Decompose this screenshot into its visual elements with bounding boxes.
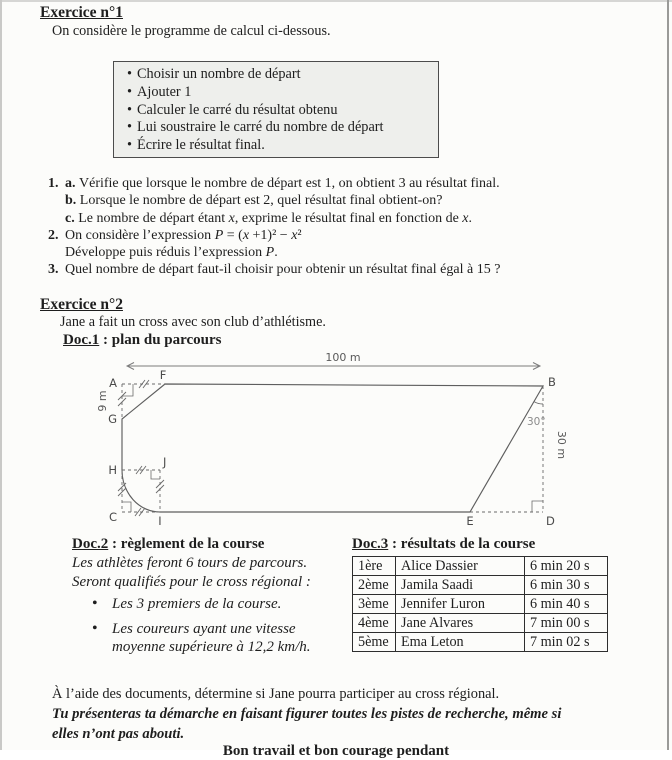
program-step-text: Lui soustraire le carré du nombre de départ bbox=[137, 119, 384, 136]
question-row bbox=[48, 227, 658, 244]
doc3-heading-rest: : résultats de la course bbox=[388, 536, 536, 552]
doc2-heading bbox=[72, 536, 264, 553]
task-emphasis-line2: elles n’ont pas abouti. bbox=[52, 726, 185, 742]
doc2-rule-line: Seront qualifiés pour le cross régional : bbox=[72, 573, 311, 590]
right-angle-mark-j bbox=[151, 470, 160, 479]
program-step-text: Choisir un nombre de départ bbox=[137, 66, 301, 82]
course-outline bbox=[122, 384, 543, 512]
question-text: c. Le nombre de départ étant x, exprime le résultat final en fonction de x. bbox=[65, 210, 473, 226]
exercise1-intro: On considère le programme de calcul ci-dessous. bbox=[52, 23, 331, 39]
dimension-label-30m: 30 m bbox=[555, 430, 568, 460]
question-row bbox=[48, 244, 658, 261]
bullet-icon: • bbox=[92, 619, 98, 637]
cell-time: 7 min 00 s bbox=[525, 614, 608, 633]
angle-label-30deg: 30° bbox=[527, 416, 546, 428]
exercise1-title: Exercice n°1 bbox=[40, 4, 123, 21]
doc1-label: Doc.1 bbox=[63, 332, 100, 348]
right-angle-mark-c bbox=[122, 502, 131, 512]
question-text: a. Vérifie que lorsque le nombre de départ est 1, on obtient 3 au résultat final. bbox=[65, 176, 500, 191]
cell-time: 7 min 02 s bbox=[525, 633, 608, 652]
question-row bbox=[48, 192, 658, 209]
question-row bbox=[48, 261, 658, 278]
doc2-label: Doc.2 bbox=[72, 536, 109, 552]
cell-rank: 4ème bbox=[353, 614, 396, 633]
cell-runner-name: Jennifer Luron bbox=[396, 595, 525, 614]
question-row bbox=[48, 175, 658, 192]
table-row bbox=[353, 576, 608, 595]
doc2-rule-lines bbox=[72, 554, 372, 592]
point-label-f: F bbox=[159, 368, 167, 382]
task-emphasis-line1: Tu présenteras ta démarche en faisant figurer toutes les pistes de recherche, même si bbox=[52, 706, 562, 722]
bullet-icon: • bbox=[127, 119, 133, 136]
scan-edge-left bbox=[0, 0, 2, 750]
question-text: Développe puis réduis l’expression P. bbox=[65, 245, 278, 261]
doc2-heading-rest: : règlement de la course bbox=[108, 536, 265, 552]
questions-list bbox=[48, 175, 658, 279]
program-step-text: Calculer le carré du résultat obtenu bbox=[137, 101, 338, 118]
point-label-e: E bbox=[466, 514, 474, 528]
question-text: b. Lorsque le nombre de départ est 2, quel résultat final obtient-on? bbox=[65, 193, 443, 209]
cell-time: 6 min 40 s bbox=[525, 595, 608, 614]
cell-runner-name: Jane Alvares bbox=[396, 614, 525, 633]
point-label-b: B bbox=[548, 375, 556, 389]
question-number: 3. bbox=[48, 262, 59, 278]
program-steps-list bbox=[127, 66, 430, 155]
table-row bbox=[353, 633, 608, 652]
doc2-bullet-item bbox=[92, 595, 342, 614]
bullet-icon: • bbox=[127, 137, 133, 154]
doc2-bullet-item bbox=[92, 620, 342, 657]
program-step bbox=[127, 84, 430, 102]
cell-runner-name: Ema Leton bbox=[396, 633, 525, 652]
point-label-c: C bbox=[108, 510, 117, 524]
point-label-j: J bbox=[163, 455, 167, 469]
task-instruction: À l’aide des documents, détermine si Jane pourra participer au cross régional. bbox=[52, 686, 500, 702]
point-label-a: A bbox=[109, 376, 117, 390]
doc3-label: Doc.3 bbox=[352, 536, 389, 552]
table-row bbox=[353, 614, 608, 633]
doc2-bullet-text: Les coureurs ayant une vitesse moyenne supérieure à 12,2 km/h. bbox=[112, 620, 311, 656]
question-text: Quel nombre de départ faut-il choisir pour obtenir un résultat final égal à 15 ? bbox=[65, 262, 501, 278]
question-row bbox=[48, 210, 658, 227]
cell-runner-name: Alice Dassier bbox=[396, 557, 525, 576]
results-table bbox=[352, 556, 608, 652]
question-number: 2. bbox=[48, 227, 59, 243]
scan-edge-top bbox=[0, 0, 672, 2]
exercise2-intro: Jane a fait un cross avec son club d’athlétisme. bbox=[60, 314, 326, 330]
question-text: On considère l’expression P = (x +1)² − x² bbox=[65, 227, 302, 243]
equal-hash-marks bbox=[118, 380, 167, 516]
dimension-label-9m: 9 m bbox=[96, 390, 109, 412]
bullet-icon: • bbox=[127, 101, 133, 118]
table-row bbox=[353, 595, 608, 614]
bullet-icon: • bbox=[127, 66, 133, 82]
cell-rank: 3ème bbox=[353, 595, 396, 614]
doc2-rule-line: Les athlètes feront 6 tours de parcours. bbox=[72, 555, 308, 571]
bullet-icon: • bbox=[127, 83, 133, 100]
doc1-heading-rest: : plan du parcours bbox=[99, 332, 222, 348]
program-step bbox=[127, 102, 430, 120]
program-step bbox=[127, 66, 430, 84]
construction-lines bbox=[122, 384, 543, 512]
right-angle-mark-d bbox=[532, 501, 543, 512]
doc2-bullet-list bbox=[92, 595, 342, 663]
point-label-d: D bbox=[546, 514, 555, 528]
point-label-i: I bbox=[158, 514, 162, 528]
program-step bbox=[127, 137, 430, 155]
program-step-text: Ajouter 1 bbox=[137, 83, 192, 100]
program-box bbox=[113, 61, 439, 158]
cell-time: 6 min 20 s bbox=[525, 557, 608, 576]
program-step bbox=[127, 119, 430, 137]
footer-cutoff-text: Bon travail et bon courage pendant bbox=[222, 743, 450, 759]
cell-runner-name: Jamila Saadi bbox=[396, 576, 525, 595]
cell-rank: 2ème bbox=[353, 576, 396, 595]
scan-edge-right bbox=[667, 0, 669, 750]
cell-rank: 5ème bbox=[353, 633, 396, 652]
table-row bbox=[353, 557, 608, 576]
question-number: 1. bbox=[48, 176, 59, 191]
exercise2-title: Exercice n°2 bbox=[40, 296, 123, 313]
point-label-g: G bbox=[108, 412, 117, 426]
course-plan-diagram bbox=[88, 352, 570, 528]
cell-rank: 1ère bbox=[353, 557, 396, 576]
program-step-text: Écrire le résultat final. bbox=[137, 137, 265, 154]
results-table-body bbox=[353, 557, 608, 652]
point-label-h: H bbox=[108, 463, 117, 477]
bullet-icon: • bbox=[92, 595, 98, 612]
angle-arc-b bbox=[534, 402, 543, 404]
doc1-heading bbox=[63, 332, 222, 349]
dimension-label-100m: 100 m bbox=[325, 351, 361, 364]
doc3-heading bbox=[352, 536, 535, 553]
doc2-bullet-text: Les 3 premiers de la course. bbox=[112, 596, 282, 612]
cell-time: 6 min 30 s bbox=[525, 576, 608, 595]
